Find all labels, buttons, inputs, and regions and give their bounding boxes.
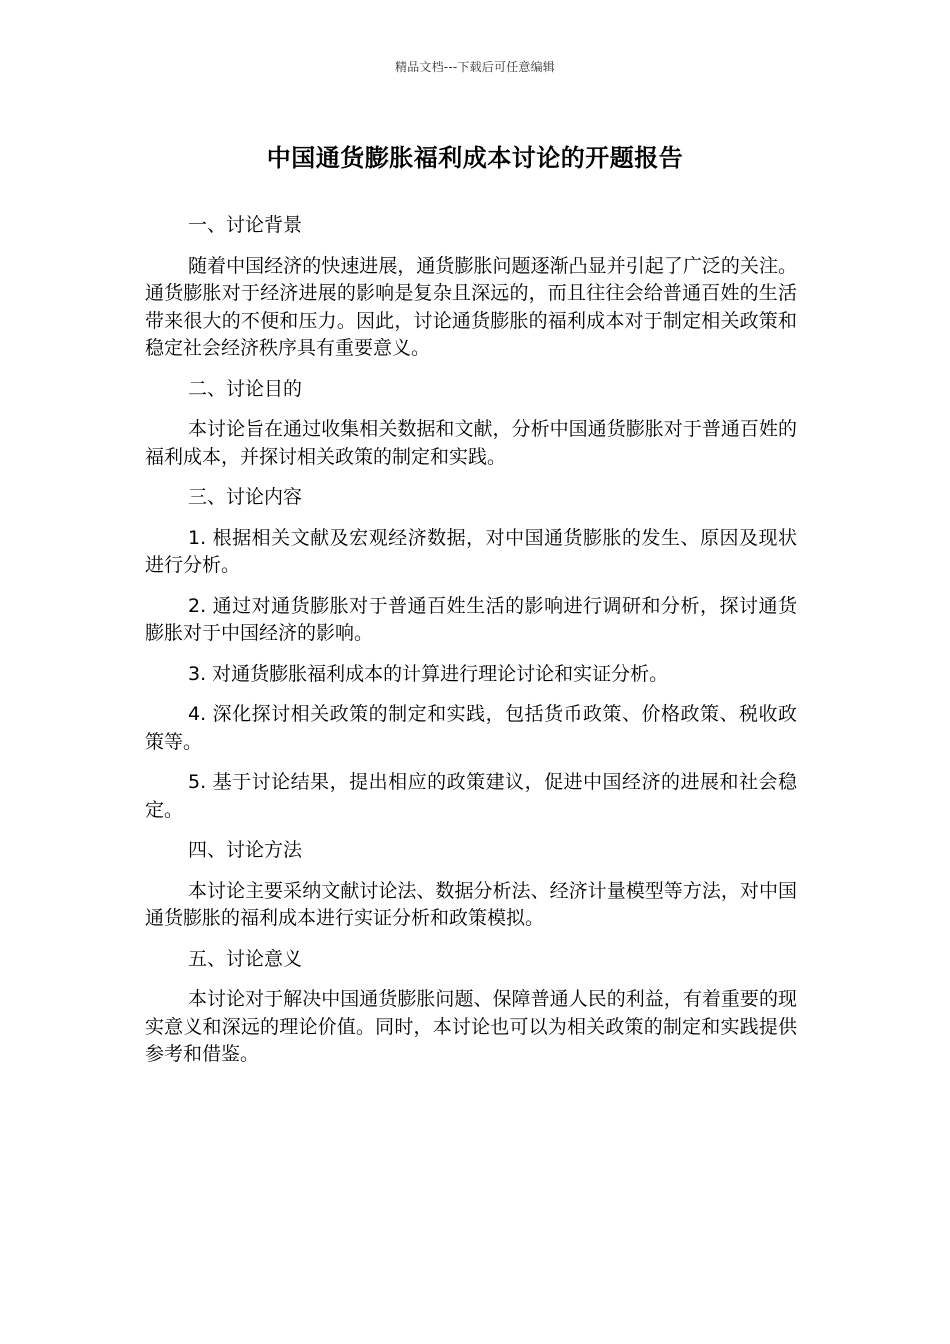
paragraph-background: 随着中国经济的快速进展，通货膨胀问题逐渐凸显并引起了广泛的关注。通货膨胀对于经济进展的影响是复杂且深远的，而且往往会给普通百姓的生活带来很大的不便和压力。因此，讨论通货膨胀的福利成本对于制定相关政策和稳定社会经济秩序具有重要意义。: [145, 254, 797, 359]
document-title: 中国通货膨胀福利成本讨论的开题报告: [266, 144, 684, 172]
content-item-2: 2. 通过对通货膨胀对于普通百姓生活的影响进行调研和分析，探讨通货膨胀对于中国经济的影响。: [145, 594, 797, 644]
content-item-1: 1. 根据相关文献及宏观经济数据，对中国通货膨胀的发生、原因及现状进行分析。: [145, 526, 797, 576]
section-heading-purpose: 二、讨论目的: [188, 377, 303, 400]
header-note: 精品文档---下载后可任意编辑: [395, 60, 555, 74]
section-heading-content: 三、讨论内容: [188, 486, 303, 508]
paragraph-significance: 本讨论对于解决中国通货膨胀问题、保障普通人民的利益，有着重要的现实意义和深远的理论价值。同时，本讨论也可以为相关政策的制定和实践提供参考和借鉴。: [145, 988, 797, 1065]
document-body: [145, 212, 797, 1082]
section-heading-method: 四、讨论方法: [188, 839, 303, 861]
paragraph-method: 本讨论主要采纳文献讨论法、数据分析法、经济计量模型等方法，对中国通货膨胀的福利成本进行实证分析和政策模拟。: [145, 879, 797, 929]
content-item-3: 3. 对通货膨胀福利成本的计算进行理论讨论和实证分析。: [188, 662, 669, 685]
section-heading-background: 一、讨论背景: [188, 214, 303, 236]
paragraph-purpose: 本讨论旨在通过收集相关数据和文献，分析中国通货膨胀对于普通百姓的福利成本，并探讨相关政策的制定和实践。: [145, 418, 797, 468]
section-heading-significance: 五、讨论意义: [188, 947, 303, 970]
content-item-4: 4. 深化探讨相关政策的制定和实践，包括货币政策、价格政策、税收政策等。: [145, 703, 797, 753]
content-item-5: 5. 基于讨论结果，提出相应的政策建议，促进中国经济的进展和社会稳定。: [145, 771, 797, 821]
